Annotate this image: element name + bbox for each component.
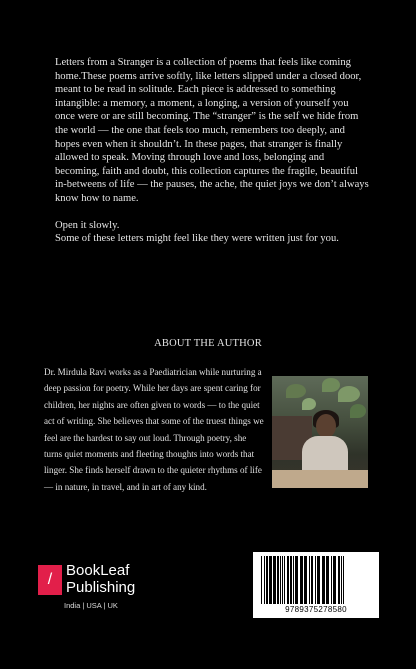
barcode-bar <box>333 556 336 604</box>
barcode-bar <box>295 556 298 604</box>
barcode-bar <box>261 556 262 604</box>
publisher-name-line2: Publishing <box>66 579 136 596</box>
barcode-bar <box>282 556 283 604</box>
blurb-closing-line: Open it slowly. <box>55 219 120 231</box>
about-author-heading: ABOUT THE AUTHOR <box>154 338 262 349</box>
back-cover-blurb <box>55 56 371 246</box>
isbn-barcode <box>253 552 379 618</box>
barcode-bar <box>317 556 320 604</box>
blurb-closing-line: Some of these letters might feel like they were written just for you. <box>55 233 339 245</box>
barcode-bar <box>269 556 272 604</box>
barcode-bar <box>264 556 265 604</box>
isbn-number: 9789375278580 <box>285 605 347 614</box>
barcode-bar <box>343 556 344 604</box>
barcode-bar <box>266 556 268 604</box>
barcode-bar <box>326 556 329 604</box>
barcode-bar <box>284 556 285 604</box>
blurb-closing <box>55 219 371 246</box>
barcode-bar <box>322 556 325 604</box>
barcode-bar <box>311 556 313 604</box>
author-bio: Dr. Mirdula Ravi works as a Paediatrician while nurturing a deep passion for poetry. While her days are spent caring for children, her nights are often given to words — to the quiet act of writing. She believes that some of the truest things we feel are the hardest to say out loud. Through poetry, she turns quiet moments and fleeting thoughts into words that linger. She finds herself drawn to the quieter rhythms of life — in nature, in travel, and in art of any kind. <box>44 367 264 492</box>
barcode-bar <box>287 556 289 604</box>
barcode-bar <box>290 556 292 604</box>
barcode-bars <box>259 556 373 604</box>
barcode-bar <box>331 556 332 604</box>
barcode-bar <box>304 556 307 604</box>
barcode-bar <box>280 556 281 604</box>
barcode-bar <box>273 556 276 604</box>
barcode-bar <box>293 556 294 604</box>
barcode-bar <box>315 556 316 604</box>
barcode-bar <box>338 556 340 604</box>
publisher-name-line1: BookLeaf <box>66 562 130 579</box>
barcode-bar <box>309 556 310 604</box>
barcode-bar <box>341 556 342 604</box>
publisher-logo-text <box>66 562 135 596</box>
publisher-logo-mark: / <box>38 565 62 595</box>
author-photo <box>272 376 368 488</box>
blurb-paragraph: Letters from a Stranger is a collection of poems that feels like coming home.These poems arrive softly, like letters slipped under a closed door, meant to be read in solitude. Each piece is addressed to something intangible: a memory, a moment, a longing, a version of yourself you once were or are still becoming. The “stranger” is the self we hide from the world — the one that feels too much, remembers too deeply, and hopes even when it shouldn’t. In these pages, that stranger is finally allowed to speak. Moving through love and loss, belonging and becoming, faith and doubt, this collection captures the fragile, beautiful in-betweens of life — the pauses, the ache, the quiet joys we don’t always know how to name. <box>55 57 369 204</box>
publisher-regions: India | USA | UK <box>64 601 118 610</box>
barcode-bar <box>277 556 279 604</box>
barcode-bar <box>300 556 303 604</box>
